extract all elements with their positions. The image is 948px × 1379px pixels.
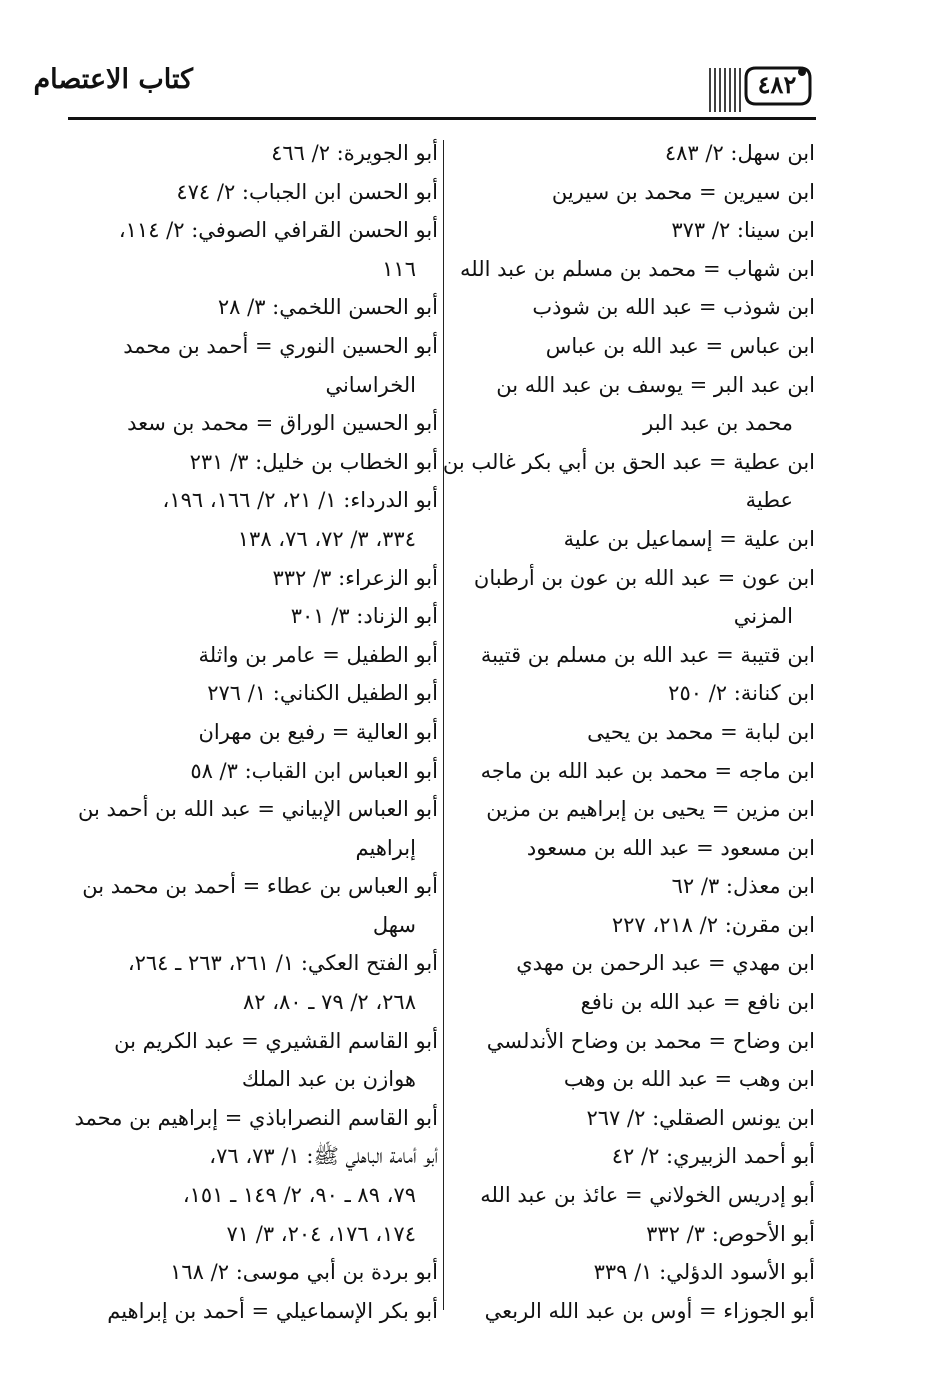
index-entry: [445, 752, 815, 791]
entry-text: ابن ماجه = محمد بن عبد الله بن ماجه: [480, 758, 815, 783]
entry-text: ابن نافع = عبد الله بن نافع: [580, 990, 815, 1015]
entry-continuation: ١٧٤، ١٧٦، ٢٠٤، ٣/ ٧١: [226, 1221, 416, 1246]
index-entry: [66, 1099, 438, 1138]
entry-text: ابن عباس = عبد الله بن عباس: [545, 333, 815, 358]
index-entry: [66, 211, 438, 288]
entry-text: ابن سينا: ٢/ ٣٧٣: [671, 218, 815, 243]
entry-text: أبو الطفيل = عامر بن واثلة: [198, 642, 438, 667]
entry-text: أبو الطفيل الكناني: ١/ ٢٧٦: [207, 681, 438, 706]
index-entry: [66, 1253, 438, 1292]
index-entry: [66, 597, 438, 636]
entry-text: ابن علية = إسماعيل بن علية: [563, 526, 815, 551]
index-entry: [66, 674, 438, 713]
book-title: كتاب الاعتصام: [33, 64, 193, 95]
entry-text: أبو الحسن ابن الجباب: ٢/ ٤٧٤: [176, 179, 438, 204]
entry-text: ابن وهب = عبد الله بن وهب: [563, 1067, 815, 1092]
entry-text: ابن مقرن: ٢/ ٢١٨، ٢٢٧: [611, 912, 815, 937]
index-entry: [445, 1215, 815, 1254]
entry-text: أبو الزناد: ٣/ ٣٠١: [290, 604, 438, 629]
entry-text: أبو الحسين الوراق = محمد بن سعد: [127, 411, 438, 436]
entry-continuation: المزني: [733, 604, 793, 629]
entry-text: أبو الجوزاء = أوس بن عبد الله الربعي: [484, 1298, 815, 1323]
index-entry: [66, 559, 438, 598]
entry-text: ابن مهدي = عبد الرحمن بن مهدي: [516, 951, 815, 976]
entry-continuation: عطية: [745, 488, 793, 513]
entry-text: أبو الحسن القرافي الصوفي: ٢/ ١١٤،: [118, 218, 438, 243]
index-entry: [66, 1137, 438, 1253]
entry-text: أبو الحسن اللخمي: ٣/ ٢٨: [217, 295, 438, 320]
index-entry: [66, 327, 438, 404]
entry-text: أبو الحسين النوري = أحمد بن محمد: [123, 333, 438, 358]
page-number: ٤٨٢: [757, 70, 797, 99]
index-entry: [66, 173, 438, 212]
entry-text: أبو الدرداء: ١/ ٢١، ٢/ ١٦٦، ١٩٦،: [162, 488, 438, 513]
index-entry: [445, 288, 815, 327]
entry-continuation: ٧٩، ٨٩ ـ ٩٠، ٢/ ١٤٩ ـ ١٥١،: [182, 1183, 416, 1208]
entry-text: أبو الأحوص: ٣/ ٣٣٢: [646, 1221, 815, 1246]
entry-text: ابن يونس الصقلي: ٢/ ٢٦٧: [586, 1105, 815, 1130]
entry-text: أبو الأسود الدؤلي: ١/ ٣٣٩: [593, 1260, 815, 1285]
decorative-stripes: [708, 68, 742, 112]
index-entry: [445, 983, 815, 1022]
index-entry: [66, 636, 438, 675]
index-entry: [445, 1099, 815, 1138]
index-entry: [445, 1022, 815, 1061]
entry-text: ابن قتيبة = عبد الله بن مسلم بن قتيبة: [480, 642, 815, 667]
index-entry: [445, 636, 815, 675]
index-column-right: [442, 134, 815, 1330]
entry-text: ابن معذل: ٣/ ٦٢: [671, 874, 815, 899]
entry-text: ابن عبد البر = يوسف بن عبد الله بن: [496, 372, 815, 397]
entry-text: ابن كنانة: ٢/ ٢٥٠: [668, 681, 815, 706]
entry-text: ابن لبابة = محمد بن يحيى: [587, 719, 815, 744]
index-entry: [445, 1292, 815, 1331]
entry-text: ابن عطية = عبد الحق بن أبي بكر غالب بن: [442, 449, 815, 474]
index-entry: [445, 1060, 815, 1099]
header-rule: [68, 117, 816, 120]
index-entry: [445, 713, 815, 752]
entry-text: أبو الفتح العكي: ١/ ٢٦١، ٢٦٣ ـ ٢٦٤،: [127, 951, 438, 976]
entry-text: أبو بكر الإسماعيلي = أحمد بن إبراهيم: [107, 1298, 438, 1323]
index-entry: [445, 1253, 815, 1292]
entry-continuation: ١١٦: [382, 256, 416, 281]
entry-text: أبو إدريس الخولاني = عائذ بن عبد الله: [480, 1183, 815, 1208]
index-entry: [445, 559, 815, 636]
index-entry: [66, 944, 438, 1021]
index-entry: [445, 134, 815, 173]
entry-continuation: ٢٦٨، ٢/ ٧٩ ـ ٨٠، ٨٢: [243, 990, 416, 1015]
entry-text: ابن مزين = يحيى بن إبراهيم بن مزين: [486, 797, 815, 822]
index-entry: [66, 790, 438, 867]
entry-continuation: ٣٣٤، ٣/ ٧٢، ٧٦، ١٣٨: [237, 526, 416, 551]
entry-text: أبو القاسم القشيري = عبد الكريم بن: [114, 1028, 438, 1053]
index-entry: [445, 867, 815, 906]
entry-continuation: الخراساني: [325, 372, 416, 397]
entry-text: ابن وضاح = محمد بن وضاح الأندلسي: [486, 1028, 815, 1053]
index-entry: [445, 790, 815, 829]
entry-text: أبو الجويرة: ٢/ ٤٦٦: [271, 141, 438, 165]
entry-text: ابن مسعود = عبد الله بن مسعود: [526, 835, 815, 860]
index-entry: [445, 327, 815, 366]
column-divider: [443, 140, 444, 1310]
entry-continuation: هوازن بن عبد الملك: [241, 1067, 416, 1092]
entry-text: أبو القاسم النصراباذي = إبراهيم بن محمد: [74, 1105, 438, 1130]
index-entry: [442, 443, 815, 520]
index-column-left: [66, 134, 438, 1330]
index-entry: [445, 906, 815, 945]
entry-text: أبو العباس ابن القباب: ٣/ ٥٨: [190, 758, 438, 783]
index-entry: [66, 481, 438, 558]
entry-text: أبو بردة بن أبي موسى: ٢/ ١٦٨: [170, 1260, 438, 1285]
index-entry: [66, 1022, 438, 1099]
index-entry: [66, 713, 438, 752]
index-entry: [66, 404, 438, 443]
entry-text: أبو أحمد الزبيري: ٢/ ٤٢: [611, 1144, 815, 1169]
entry-text: ابن سهل: ٢/ ٤٨٣: [664, 141, 815, 165]
index-entry: [445, 366, 815, 443]
page-number-badge: [742, 64, 812, 108]
index-entry: [445, 520, 815, 559]
index-entry: [445, 829, 815, 868]
entry-text: ابن شهاب = محمد بن مسلم بن عبد الله: [460, 256, 815, 281]
index-entry: [66, 134, 438, 173]
index-entry: [445, 211, 815, 250]
entry-text: ابن شوذب = عبد الله بن شوذب: [532, 295, 815, 320]
entry-text: أبو الزعراء: ٣/ ٣٣٢: [272, 565, 438, 590]
index-entry: [66, 288, 438, 327]
index-entry: [445, 173, 815, 212]
index-entry: [445, 250, 815, 289]
index-entry: [445, 944, 815, 983]
index-entry: [66, 867, 438, 944]
index-entry: [445, 674, 815, 713]
entry-continuation: إبراهيم: [355, 835, 416, 860]
entry-text: أبو العالية = رفيع بن مهران: [198, 719, 438, 744]
entry-text: أبو العباس الإبياني = عبد الله بن أحمد بن: [78, 797, 438, 822]
entry-text: أبو أمامة الباهلي ﷺ: ١/ ٧٣، ٧٦،: [209, 1144, 438, 1169]
index-entry: [445, 1137, 815, 1176]
entry-continuation: سهل: [372, 912, 416, 937]
index-entry: [445, 1176, 815, 1215]
entry-continuation: محمد بن عبد البر: [643, 411, 793, 436]
entry-text: أبو الخطاب بن خليل: ٣/ ٢٣١: [189, 449, 438, 474]
index-entry: [66, 752, 438, 791]
index-entry: [66, 1292, 438, 1331]
entry-text: ابن عون = عبد الله بن عون بن أرطبان: [473, 565, 815, 590]
page-header: [0, 0, 948, 125]
entry-text: ابن سيرين = محمد بن سيرين: [551, 179, 815, 204]
entry-text: أبو العباس بن عطاء = أحمد بن محمد بن: [82, 874, 438, 899]
index-entry: [66, 443, 438, 482]
